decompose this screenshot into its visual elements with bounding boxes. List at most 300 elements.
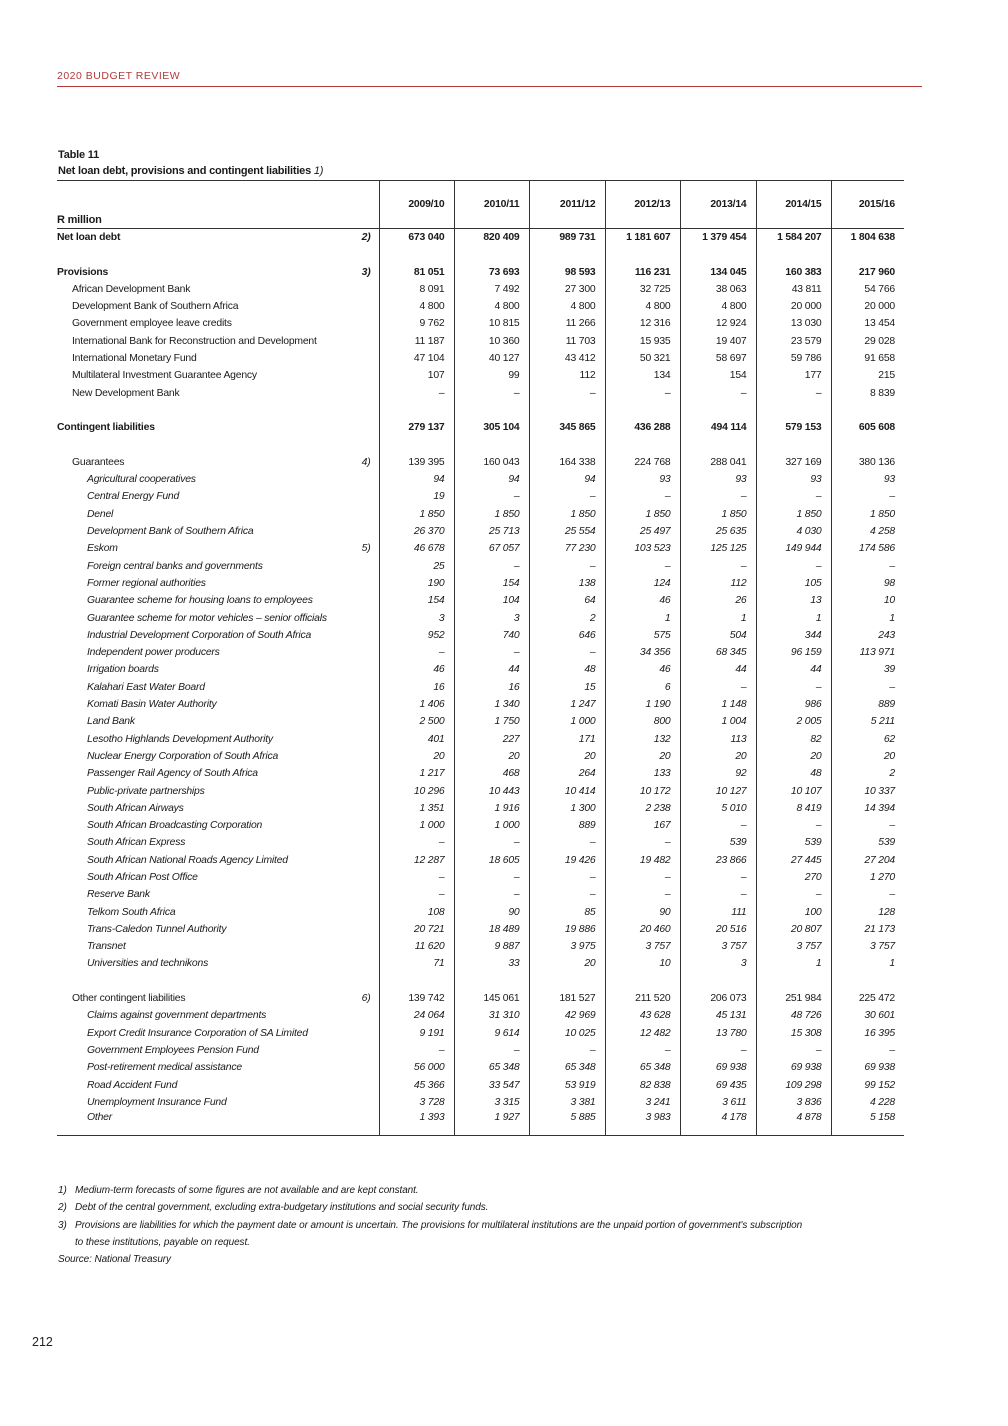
value-cell: 73 693 (454, 264, 529, 281)
value-cell: 25 635 (680, 523, 756, 540)
value-cell: 27 300 (529, 281, 605, 298)
value-cell: 54 766 (831, 281, 904, 298)
value-cell: – (831, 886, 904, 903)
value-cell: 575 (605, 627, 680, 644)
value-cell: 5 885 (529, 1111, 605, 1136)
value-cell: 4 178 (680, 1111, 756, 1136)
value-cell: 77 230 (529, 540, 605, 557)
value-cell: 112 (680, 575, 756, 592)
value-cell: 69 938 (756, 1059, 831, 1076)
value-cell: 3 757 (605, 938, 680, 955)
value-cell: – (529, 488, 605, 505)
value-cell: 13 (756, 592, 831, 609)
table-row (57, 281, 904, 298)
row-footnote-ref (342, 1077, 379, 1094)
value-cell: 673 040 (379, 229, 454, 247)
value-cell: 2 005 (756, 713, 831, 730)
table-row (57, 800, 904, 817)
year-header: 2014/15 (756, 181, 831, 229)
value-cell: 27 445 (756, 852, 831, 869)
table-row (57, 610, 904, 627)
value-cell: – (680, 679, 756, 696)
value-cell: 10 127 (680, 783, 756, 800)
value-cell: – (680, 886, 756, 903)
value-cell: 154 (379, 592, 454, 609)
value-cell: 11 703 (529, 333, 605, 350)
value-cell: 44 (454, 661, 529, 678)
data-table (57, 180, 904, 1136)
table-row (57, 1025, 904, 1042)
value-cell: 33 (454, 955, 529, 972)
value-cell: 5 010 (680, 800, 756, 817)
value-cell: 111 (680, 904, 756, 921)
value-cell: 1 (831, 955, 904, 972)
value-cell: 605 608 (831, 419, 904, 436)
value-cell: 1 (831, 610, 904, 627)
value-cell: 9 887 (454, 938, 529, 955)
value-cell: – (680, 385, 756, 402)
value-cell: 20 460 (605, 921, 680, 938)
value-cell: – (454, 644, 529, 661)
value-cell: 116 231 (605, 264, 680, 281)
row-footnote-ref (342, 886, 379, 903)
year-header-row (57, 181, 904, 229)
table-row (57, 852, 904, 869)
row-footnote-ref (342, 869, 379, 886)
footnote-text: Medium-term forecasts of some figures are not available and are kept constant. (75, 1185, 419, 1196)
value-cell: 224 768 (605, 454, 680, 471)
value-cell: – (379, 869, 454, 886)
value-cell: 952 (379, 627, 454, 644)
row-label: Multilateral Investment Guarantee Agency (72, 370, 257, 382)
value-cell: 10 (831, 592, 904, 609)
table-row (57, 488, 904, 505)
value-cell: – (756, 558, 831, 575)
row-footnote-ref: 4) (361, 456, 371, 468)
row-label: Other contingent liabilities (72, 993, 186, 1005)
value-cell: 82 838 (605, 1077, 680, 1094)
value-cell: 82 (756, 731, 831, 748)
table-row (57, 713, 904, 730)
row-footnote-ref (342, 1007, 379, 1024)
row-footnote-ref (342, 488, 379, 505)
value-cell: 10 443 (454, 783, 529, 800)
table-row (57, 315, 904, 332)
value-cell: – (605, 869, 680, 886)
value-cell: 11 187 (379, 333, 454, 350)
value-cell: – (454, 558, 529, 575)
value-cell: 1 190 (605, 696, 680, 713)
value-cell: 12 924 (680, 315, 756, 332)
table-row (57, 575, 904, 592)
value-cell: 1 850 (756, 506, 831, 523)
row-footnote-ref (342, 731, 379, 748)
row-label: Irrigation boards (87, 664, 159, 676)
row-label: Development Bank of Southern Africa (72, 301, 239, 313)
value-cell: 468 (454, 765, 529, 782)
value-cell: 29 028 (831, 333, 904, 350)
row-footnote-ref (342, 367, 379, 384)
value-cell: 889 (529, 817, 605, 834)
value-cell: 98 (831, 575, 904, 592)
value-cell: 19 886 (529, 921, 605, 938)
row-label: Road Accident Fund (87, 1079, 178, 1091)
value-cell: 48 (756, 765, 831, 782)
row-footnote-ref (342, 834, 379, 851)
value-cell: 305 104 (454, 419, 529, 436)
value-cell: 9 191 (379, 1025, 454, 1042)
row-footnote-ref (342, 575, 379, 592)
value-cell: – (756, 886, 831, 903)
value-cell: 33 547 (454, 1077, 529, 1094)
value-cell: 10 815 (454, 315, 529, 332)
value-cell: 14 394 (831, 800, 904, 817)
value-cell: 1 927 (454, 1111, 529, 1136)
row-label: Denel (87, 508, 114, 520)
value-cell: 1 850 (831, 506, 904, 523)
value-cell: 3 381 (529, 1094, 605, 1111)
value-cell: 380 136 (831, 454, 904, 471)
value-cell: 112 (529, 367, 605, 384)
row-label: Trans-Caledon Tunnel Authority (87, 923, 227, 935)
row-footnote-ref (342, 661, 379, 678)
table-row (57, 333, 904, 350)
value-cell: 160 383 (756, 264, 831, 281)
value-cell: 23 579 (756, 333, 831, 350)
value-cell: 25 554 (529, 523, 605, 540)
value-cell: – (454, 1042, 529, 1059)
value-cell: 15 935 (605, 333, 680, 350)
value-cell: 149 944 (756, 540, 831, 557)
value-cell: 103 523 (605, 540, 680, 557)
value-cell: 23 866 (680, 852, 756, 869)
value-cell: 3 (379, 610, 454, 627)
table-row (57, 1059, 904, 1076)
value-cell: 48 726 (756, 1007, 831, 1024)
value-cell: 800 (605, 713, 680, 730)
row-label: Guarantees (72, 456, 125, 468)
value-cell: 104 (454, 592, 529, 609)
value-cell: – (831, 679, 904, 696)
value-cell: 100 (756, 904, 831, 921)
value-cell: 99 (454, 367, 529, 384)
value-cell: 279 137 (379, 419, 454, 436)
footnote-continuation: to these institutions, payable on request. (75, 1236, 250, 1248)
value-cell: 25 (379, 558, 454, 575)
spacer-row (57, 246, 904, 263)
table-row (57, 540, 904, 557)
value-cell: 1 379 454 (680, 229, 756, 247)
row-footnote-ref (342, 938, 379, 955)
row-label: Central Energy Fund (87, 491, 180, 503)
row-label: Post-retirement medical assistance (87, 1062, 242, 1074)
value-cell: 215 (831, 367, 904, 384)
value-cell: – (379, 834, 454, 851)
table-row (57, 419, 904, 436)
table-row (57, 1077, 904, 1094)
table-row (57, 834, 904, 851)
value-cell: 345 865 (529, 419, 605, 436)
row-label: South African National Roads Agency Limited (87, 854, 288, 866)
value-cell: 20 (379, 748, 454, 765)
value-cell: 2 500 (379, 713, 454, 730)
value-cell: 91 658 (831, 350, 904, 367)
value-cell: 16 (454, 679, 529, 696)
value-cell: – (454, 869, 529, 886)
value-cell: 270 (756, 869, 831, 886)
value-cell: 94 (379, 471, 454, 488)
row-label: Komati Basin Water Authority (87, 699, 217, 711)
value-cell: 211 520 (605, 990, 680, 1007)
value-cell: – (680, 488, 756, 505)
row-footnote-ref (342, 904, 379, 921)
spacer-row (57, 402, 904, 419)
value-cell: 579 153 (756, 419, 831, 436)
year-header: 2010/11 (454, 181, 529, 229)
row-footnote-ref (342, 713, 379, 730)
row-footnote-ref (342, 281, 379, 298)
footnotes (58, 1182, 908, 1268)
table-row (57, 783, 904, 800)
row-footnote-ref (342, 419, 379, 436)
value-cell: 1 850 (379, 506, 454, 523)
table-row (57, 904, 904, 921)
row-footnote-ref: 5) (361, 543, 371, 555)
value-cell: 69 938 (680, 1059, 756, 1076)
row-footnote-ref (342, 350, 379, 367)
value-cell: 43 412 (529, 350, 605, 367)
value-cell: 64 (529, 592, 605, 609)
value-cell: 18 489 (454, 921, 529, 938)
value-cell: 44 (680, 661, 756, 678)
value-cell: 32 725 (605, 281, 680, 298)
value-cell: 227 (454, 731, 529, 748)
value-cell: 3 757 (756, 938, 831, 955)
row-footnote-ref (342, 1094, 379, 1111)
row-footnote-ref (342, 333, 379, 350)
value-cell: 58 697 (680, 350, 756, 367)
value-cell: 10 172 (605, 783, 680, 800)
row-footnote-ref (342, 471, 379, 488)
row-label: Export Credit Insurance Corporation of SA Limited (87, 1027, 308, 1039)
value-cell: 12 316 (605, 315, 680, 332)
value-cell: 8 839 (831, 385, 904, 402)
value-cell: 46 678 (379, 540, 454, 557)
value-cell: 108 (379, 904, 454, 921)
row-label: Provisions (57, 266, 109, 278)
value-cell: 3 836 (756, 1094, 831, 1111)
row-label: Industrial Development Corporation of South Africa (87, 629, 312, 641)
footnote-text: Debt of the central government, excluding extra-budgetary institutions and social security funds. (75, 1202, 489, 1214)
value-cell: 1 340 (454, 696, 529, 713)
row-footnote-ref (342, 558, 379, 575)
value-cell: 11 266 (529, 315, 605, 332)
row-label: African Development Bank (72, 283, 191, 295)
value-cell: 93 (756, 471, 831, 488)
value-cell: 20 (680, 748, 756, 765)
value-cell: 138 (529, 575, 605, 592)
value-cell: 4 800 (379, 298, 454, 315)
value-cell: – (379, 385, 454, 402)
value-cell: 19 407 (680, 333, 756, 350)
value-cell: 1 850 (680, 506, 756, 523)
value-cell: 4 800 (454, 298, 529, 315)
value-cell: 125 125 (680, 540, 756, 557)
value-cell: 38 063 (680, 281, 756, 298)
table-row (57, 592, 904, 609)
value-cell: 43 628 (605, 1007, 680, 1024)
value-cell: – (529, 558, 605, 575)
value-cell: 1 393 (379, 1111, 454, 1136)
value-cell: 20 (529, 748, 605, 765)
value-cell: 1 (756, 610, 831, 627)
value-cell: 65 348 (454, 1059, 529, 1076)
row-footnote-ref (342, 644, 379, 661)
value-cell: 107 (379, 367, 454, 384)
row-footnote-ref (342, 696, 379, 713)
value-cell: – (529, 886, 605, 903)
value-cell: 19 (379, 488, 454, 505)
row-label: International Monetary Fund (72, 353, 197, 365)
value-cell: 139 395 (379, 454, 454, 471)
value-cell: 16 (379, 679, 454, 696)
spacer-row (57, 973, 904, 990)
table-row (57, 938, 904, 955)
value-cell: 113 971 (831, 644, 904, 661)
table-row (57, 731, 904, 748)
value-cell: 154 (680, 367, 756, 384)
value-cell: 105 (756, 575, 831, 592)
row-label: Land Bank (87, 716, 135, 728)
value-cell: 1 916 (454, 800, 529, 817)
value-cell: – (454, 834, 529, 851)
value-cell: – (529, 644, 605, 661)
value-cell: 288 041 (680, 454, 756, 471)
table-row (57, 679, 904, 696)
row-footnote-ref: 2) (361, 232, 371, 243)
value-cell: 1 850 (454, 506, 529, 523)
value-cell: 21 173 (831, 921, 904, 938)
value-cell: 1 000 (379, 817, 454, 834)
value-cell: 4 228 (831, 1094, 904, 1111)
row-label: Development Bank of Southern Africa (87, 526, 254, 538)
value-cell: 93 (680, 471, 756, 488)
footnote (58, 1182, 908, 1199)
value-cell: 20 000 (756, 298, 831, 315)
value-cell: 90 (605, 904, 680, 921)
value-cell: – (605, 886, 680, 903)
table-row (57, 869, 904, 886)
value-cell: 10 414 (529, 783, 605, 800)
value-cell: 3 757 (831, 938, 904, 955)
value-cell: 20 (605, 748, 680, 765)
table-row (57, 696, 904, 713)
value-cell: – (756, 1042, 831, 1059)
value-cell: 50 321 (605, 350, 680, 367)
value-cell: 133 (605, 765, 680, 782)
value-cell: 20 721 (379, 921, 454, 938)
value-cell: 13 780 (680, 1025, 756, 1042)
table-row (57, 817, 904, 834)
row-label: Foreign central banks and governments (87, 560, 263, 572)
value-cell: – (379, 644, 454, 661)
value-cell: 69 938 (831, 1059, 904, 1076)
value-cell: 539 (831, 834, 904, 851)
value-cell: 167 (605, 817, 680, 834)
value-cell: 206 073 (680, 990, 756, 1007)
value-cell: 2 (529, 610, 605, 627)
row-footnote-ref (342, 315, 379, 332)
value-cell: 171 (529, 731, 605, 748)
value-cell: 401 (379, 731, 454, 748)
value-cell: 44 (756, 661, 831, 678)
row-label: Nuclear Energy Corporation of South Africa (87, 750, 279, 762)
value-cell: 59 786 (756, 350, 831, 367)
value-cell: 20 (756, 748, 831, 765)
value-cell: 139 742 (379, 990, 454, 1007)
value-cell: 31 310 (454, 1007, 529, 1024)
value-cell: 9 762 (379, 315, 454, 332)
value-cell: 1 (680, 610, 756, 627)
value-cell: 3 (680, 955, 756, 972)
row-label: New Development Bank (72, 387, 180, 399)
value-cell: 12 287 (379, 852, 454, 869)
value-cell: 164 338 (529, 454, 605, 471)
value-cell: – (605, 834, 680, 851)
value-cell: 26 370 (379, 523, 454, 540)
value-cell: 20 (454, 748, 529, 765)
value-cell: 98 593 (529, 264, 605, 281)
value-cell: 646 (529, 627, 605, 644)
value-cell: 820 409 (454, 229, 529, 247)
row-label: Kalahari East Water Board (87, 681, 205, 693)
value-cell: 71 (379, 955, 454, 972)
value-cell: – (680, 869, 756, 886)
value-cell: – (529, 1042, 605, 1059)
row-footnote-ref (342, 679, 379, 696)
table-row (57, 1007, 904, 1024)
footnote-number: 3) (58, 1219, 67, 1231)
value-cell: 20 516 (680, 921, 756, 938)
table-subtitle (58, 165, 323, 177)
value-cell: 10 296 (379, 783, 454, 800)
value-cell: 134 045 (680, 264, 756, 281)
value-cell: 43 811 (756, 281, 831, 298)
value-cell: 99 152 (831, 1077, 904, 1094)
value-cell: 327 169 (756, 454, 831, 471)
table-row (57, 471, 904, 488)
value-cell: 92 (680, 765, 756, 782)
table-row (57, 523, 904, 540)
value-cell: 539 (680, 834, 756, 851)
value-cell: 68 345 (680, 644, 756, 661)
row-footnote-ref (342, 298, 379, 315)
value-cell: – (680, 1042, 756, 1059)
value-cell: 1 247 (529, 696, 605, 713)
value-cell: 11 620 (379, 938, 454, 955)
value-cell: 132 (605, 731, 680, 748)
value-cell: – (529, 834, 605, 851)
value-cell: 217 960 (831, 264, 904, 281)
value-cell: 10 025 (529, 1025, 605, 1042)
value-cell: 3 975 (529, 938, 605, 955)
value-cell: 62 (831, 731, 904, 748)
value-cell: 494 114 (680, 419, 756, 436)
value-cell: 20 000 (831, 298, 904, 315)
value-cell: 4 800 (605, 298, 680, 315)
value-cell: 3 (454, 610, 529, 627)
value-cell: 10 107 (756, 783, 831, 800)
